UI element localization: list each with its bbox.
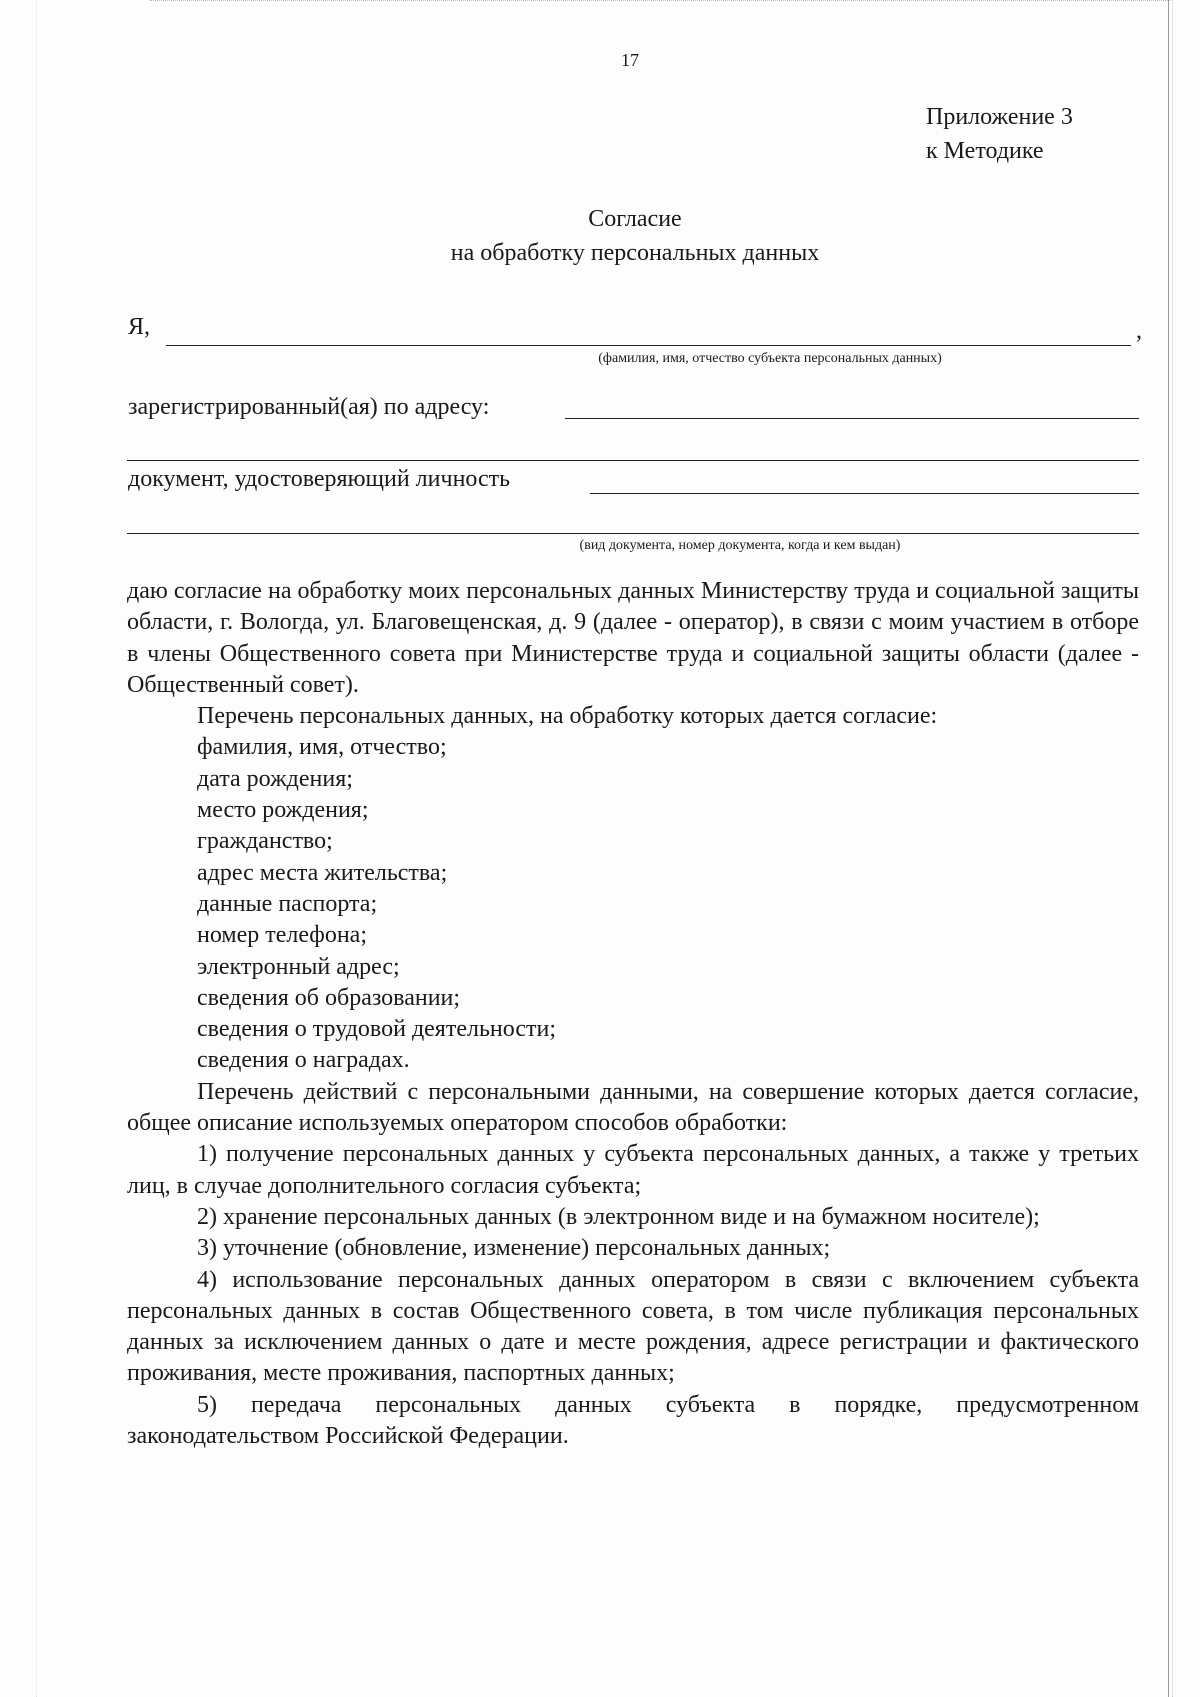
personal-data-item: фамилия, имя, отчество; [197,734,447,761]
personal-data-item: адрес места жительства; [197,859,448,886]
consent-paragraph: даю согласие на обработку моих персональных данных Министерству труда и социальной защиты области, г. Вологда, ул. Благовещенская, д. 9 (далее - оператор), в связи с моим участием в отборе в члены Общественного совета при Министерстве труда и социальной защиты области (далее - Общественный совет). [127,578,1139,698]
actions-intro: Перечень действий с персональными данными, на совершение которых дается согласие, общее описание используемых оператором способов обработки: [127,1078,1139,1137]
document-field-line-1[interactable] [590,493,1139,494]
address-field-line-2[interactable] [127,460,1139,461]
appendix-line-1: Приложение 3 [926,104,1073,130]
personal-data-item: сведения об образовании; [197,984,461,1011]
personal-data-list [127,732,1139,1076]
appendix-line-2: к Методике [926,138,1044,164]
action-item: 3) уточнение (обновление, изменение) персональных данных; [197,1235,831,1262]
personal-data-item: сведения о трудовой деятельности; [197,1016,557,1043]
action-item: 5) передача персональных данных субъекта в порядке, предусмотренном законодательством Российской Федерации. [127,1391,1139,1450]
title-line-2: на обработку персональных данных [450,240,820,266]
name-trailing-comma: , [1136,318,1142,344]
personal-data-item: сведения о наградах. [197,1047,410,1074]
address-label: зарегистрированный(ая) по адресу: [128,394,490,420]
address-field-line-1[interactable] [565,418,1139,419]
document-field-line-2[interactable] [127,533,1139,534]
consent-body [127,576,1139,1452]
personal-data-item: гражданство; [197,828,333,855]
personal-data-item: дата рождения; [197,765,353,792]
name-field-caption: (фамилия, имя, отчество субъекта персональных данных) [598,351,942,366]
action-item: 1) получение персональных данных у субъекта персональных данных, а также у третьих лиц, в случае дополнительного согласия субъекта; [127,1141,1139,1199]
title-line-1: Согласие [588,206,682,232]
appendix-reference [926,100,1073,168]
action-item: 2) хранение персональных данных (в электронном виде и на бумажном носителе); [197,1203,1040,1230]
action-item: 4) использование персональных данных оператором в связи с включением субъекта персональных данных в состав Общественного совета, в том числе публикация персональных данных за исключением данных о дате и месте рождения, адресе регистрации и фактического проживания, месте проживания, паспортных данных; [127,1266,1139,1387]
document-label: документ, удостоверяющий личность [128,466,511,492]
personal-data-item: место рождения; [197,797,369,824]
data-list-intro: Перечень персональных данных, на обработку которых дается согласие: [197,703,938,730]
personal-data-item: данные паспорта; [197,890,378,917]
scan-top-edge [150,0,1170,2]
page-number: 17 [621,50,639,70]
personal-data-item: электронный адрес; [197,953,400,980]
document-field-caption: (вид документа, номер документа, когда и кем выдан) [579,538,901,553]
name-field-line[interactable] [166,345,1131,346]
i-label: Я, [128,314,151,340]
document-title [0,202,1200,270]
personal-data-item: номер телефона; [197,922,368,949]
